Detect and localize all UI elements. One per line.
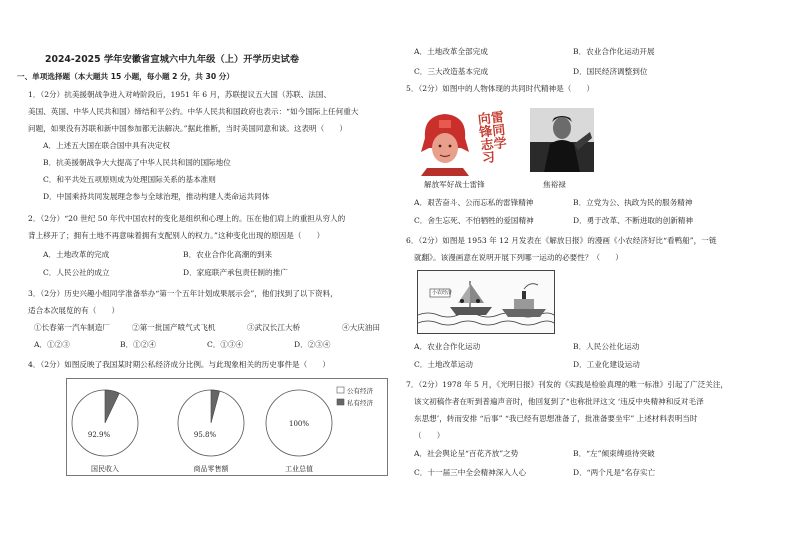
q1-option-c[interactable]: C．和平共处五项原则成为处理国际关系的基本准则 <box>43 175 216 184</box>
jiao-yulu-photo <box>530 108 594 172</box>
pie-chart-panel <box>66 378 388 476</box>
q7-option-c[interactable]: C．十一届三中全会精神深入人心 <box>414 468 527 477</box>
q3-item: ②第一批国产喷气式飞机 <box>132 323 216 332</box>
q5-option-a[interactable]: A．艰苦奋斗、公而忘私的雷锋精神 <box>414 198 534 207</box>
q5-option-c[interactable]: C．舍生忘死、不怕牺牲的爱国精神 <box>414 216 534 225</box>
q3-item: ③武汉长江大桥 <box>247 323 301 332</box>
q2-option-c[interactable]: C．人民公社的成立 <box>43 268 110 277</box>
q6-option-d[interactable]: D．工业化建设运动 <box>573 360 640 369</box>
q6-option-b[interactable]: B．人民公社化运动 <box>573 342 640 351</box>
q3-option-b[interactable]: B．①②④ <box>120 340 156 349</box>
exam-title: 2024-2025 学年安徽省宣城六中九年级（上）开学历史试卷 <box>45 54 300 65</box>
pie-percent-label: 100% <box>288 420 310 428</box>
pie-charts <box>67 379 387 475</box>
lei-feng-caption: 解放军好战士雷锋 <box>424 180 485 189</box>
pie-percent-label: 95.8% <box>193 431 217 439</box>
q2-option-b[interactable]: B．农业合作化高潮的到来 <box>183 250 273 259</box>
q7-option-d[interactable]: D．“两个凡是”名存实亡 <box>573 468 656 477</box>
section-heading: 一、单项选择题（本大题共 15 小题，每小题 2 分，共 30 分） <box>17 72 234 81</box>
q3-line: 适合本次展览的有（ ） <box>28 306 120 315</box>
q4-stem: 4．（2分）如图反映了我国某时期公私经济成分比例。与此现象相关的历史事件是（ ） <box>28 360 331 369</box>
q1-line: 问题，如果没有苏联和新中国参加都无法解决。”据此推断，当时美国同意和谈。这表明（ ） <box>28 124 348 133</box>
jiao-yulu-caption: 焦裕禄 <box>543 180 566 189</box>
pie-percent-label: 92.9% <box>87 431 111 439</box>
q1-option-a[interactable]: A．上述五大国在联合国中具有决定权 <box>43 141 170 150</box>
legend-private-label: 私有经济 <box>347 399 373 407</box>
q3-item: ④大庆油田 <box>342 323 380 332</box>
q3-line: 3．（2分）历史兴趣小组同学准备举办“第一个五年计划成果展示会”，他们找到了以下资料， <box>28 289 338 298</box>
q7-line: 7．（2分）1978 年 5 月，《光明日报》刊发的《实践是检验真理的唯一标准》引起了广泛关注， <box>406 380 729 389</box>
q1-line: 1．（2分）抗美援朝战争进入对峙阶段后，1951 年 6 月，苏联提议五大国（苏联、法国、 <box>28 90 332 99</box>
q6-option-a[interactable]: A．农业合作化运动 <box>414 342 481 351</box>
q5-stem: 5．（2分）如图中的人物体现的共同时代精神是（ ） <box>406 84 595 93</box>
calligraphy-text: 向雷锋同志学习 <box>477 110 508 167</box>
q1-option-b[interactable]: B．抗美援朝战争大大提高了中华人民共和国的国际地位 <box>43 158 231 167</box>
q7-line: 该文初稿作者在听到普遍声音时，他回复到了“也称批评这文 ‘违反中央精神和反对毛泽 <box>414 397 704 406</box>
q4-option-c[interactable]: C．三大改造基本完成 <box>414 67 489 76</box>
q6-option-c[interactable]: C．土地改革运动 <box>414 360 473 369</box>
q2-option-a[interactable]: A．土地改革的完成 <box>43 250 110 259</box>
q5-option-d[interactable]: D．勇于改革、不断进取的创新精神 <box>573 216 693 225</box>
q7-option-b[interactable]: B．“左”倾束缚亟待突破 <box>573 449 655 458</box>
q1-line: 美国、英国、中华人民共和国）缔结和平公约。中华人民共和国政府也表示：“如今国际上任何重大 <box>28 107 359 116</box>
pie-category-label: 国民收入 <box>91 465 119 473</box>
q3-option-c[interactable]: C．①③④ <box>207 340 244 349</box>
q2-line: 背上移开了；拥有土地不再意味着拥有支配别人的权力。”这种变化出现的原因是（ ） <box>28 231 325 240</box>
legend-private-swatch <box>337 399 344 405</box>
q2-line: 2．（2分）“20 世纪 50 年代中国农村的变化是组织和心理上的。压在他们肩上的重担从穷人的 <box>28 214 346 223</box>
q6-line: 就翻》。该漫画意在说明开展下列哪一运动的必要性？（ ） <box>414 253 623 262</box>
q6-line: 6．（2分）如图是 1953 年 12 月发表在《解放日报》的漫画《小农经济好比“看鸭船”，一链 <box>406 236 717 245</box>
q7-line: （ ） <box>414 431 445 440</box>
q5-option-b[interactable]: B．立党为公、执政为民的服务精神 <box>573 198 693 207</box>
q1-option-d[interactable]: D．中国乘持共同发展理念参与全球治理，推动构建人类命运共同体 <box>43 192 270 201</box>
pie-category-label: 工业总值 <box>285 465 313 473</box>
cartoon-image <box>417 270 555 334</box>
q4-option-b[interactable]: B．农业合作化运动开展 <box>573 47 655 56</box>
q7-line: 东思想’，转而安排 “后事” “我已经有思想准备了，批准备要坐牢” 上述材料表明当时 <box>414 414 698 423</box>
pie-category-label: 商品零售额 <box>193 465 229 473</box>
legend-public-swatch <box>337 387 344 393</box>
q7-option-a[interactable]: A．社会舆论呈“百花齐放”之势 <box>414 449 519 458</box>
lei-feng-portrait <box>417 108 473 176</box>
q3-option-a[interactable]: A．①②③ <box>34 340 70 349</box>
cartoon-sign: 小农经济 <box>432 290 453 296</box>
q3-option-d[interactable]: D．②③④ <box>294 340 331 349</box>
legend-public-label: 公有经济 <box>347 387 373 395</box>
q4-option-d[interactable]: D．国民经济调整到位 <box>573 67 648 76</box>
q2-option-d[interactable]: D．家庭联产承包责任制的推广 <box>183 268 288 277</box>
q3-item: ①长春第一汽车制造厂 <box>34 323 110 332</box>
q4-option-a[interactable]: A．土地改革全部完成 <box>414 47 488 56</box>
